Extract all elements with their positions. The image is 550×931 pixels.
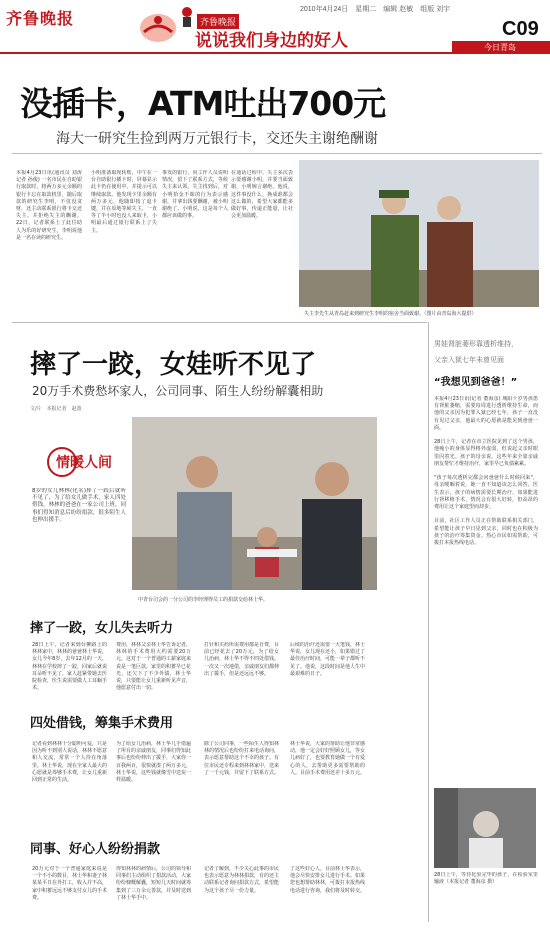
sub3-col1: 20万元对于一个普通家庭来说是一个不小的数目，林士华和妻子林某某平日在外打工，收入并不高，家中积蓄远远不够支付女儿的手术费。: [32, 866, 107, 901]
story1-deck: 海大一研究生捡到两万元银行卡，交还失主谢绝酬谢: [56, 131, 378, 147]
two-men-photo: [299, 160, 539, 307]
story1-headline: 没插卡，ATM吐出700元: [20, 84, 386, 123]
story1-photo: [299, 160, 539, 307]
divider: [12, 153, 542, 154]
story2-photo-caption: 中青台司会的一分公司的李经理得员工的捐款交给林士华。: [138, 597, 269, 603]
divider: [12, 322, 427, 323]
sub3-col4: 了这些好心人，目前林士华表示，他会尽快安排女儿进行手术。如果您也想帮助林林，可拨打本报热线电话进行咨询，我们将及时转交。: [290, 866, 365, 894]
subhead-1: 摔了一跤，女儿失去听力: [30, 621, 174, 636]
story1-col4: 在通话过程中，失主多次表示要感谢小明，并要当面致谢，小明婉言谢绝。他说，这件事没什么，换成谁都会这么做的，希望大家都能多做好事，传递正能量，让社会更加温暖。: [231, 170, 293, 220]
story2-byline: 文/片 本报记者 赵波: [30, 406, 82, 412]
column-badge: 齐鲁晚报: [197, 14, 239, 29]
paper-logo: 齐鲁晚报: [6, 9, 75, 28]
sidebar-kicker-1: 男娃肾脏萎形靠透析维持，: [434, 340, 518, 348]
masthead: [0, 0, 550, 52]
sub2-col3: 除了公司同事，一些陌生人得知林林的情况后也纷纷打来电话询问，表示愿意帮助这个不幸的孩子。有位市民还专程来到林林家中，送来了一千元钱，并留下了联系方式。: [204, 741, 279, 776]
sub3-col3: 记者了解到，不少关心此事的市民也表示愿意为林林捐款，有的还主动联系记者询问捐款方式，希望能为这个孩子尽一份力量。: [204, 866, 279, 894]
column-title: 说说我们身边的好人: [195, 31, 348, 51]
section-label: 今日青岛: [484, 43, 516, 52]
story2-deck: 20万手术费愁坏家人，公司同事、陌生人纷纷解囊相助: [32, 384, 324, 398]
sub1-col1: 28日上午，记者来到台柳路上的林林家中，林林的爸爸林士华说，女儿今年8岁，去年12月的一天，林林在学校摔了一跤，回家后就说耳朵听不见了，家人赶紧带她去医院检查，医生说需要做人工耳蜗手术。: [32, 642, 107, 692]
story2-photo: [132, 417, 377, 590]
story2-intro: 8岁的女儿林林(化名)摔了一跤后就听不见了，为了给女儿做手术，家人四处借钱，林林的爸爸在一家公司上班，同事们得知消息后纷纷捐款，很多陌生人也伸出援手。: [32, 488, 126, 523]
sidebar-divider: [428, 322, 429, 922]
story1-col1: 本报4月23日讯(通讯员 刘涛 记者 孙俊) 一名市民在自助银行取款时，将两万多元余额的银行卡忘在取款机里，随后取款的研究生李明，不仅没贪财，还主动联系银行将卡交还失主。并拒绝失主的酬谢。22日，记者联系上了此位助人为乐的好研究生，李明说他是一名在读的研究生。: [16, 170, 82, 241]
sidebar-kicker-2: 父亲入狱七年未曾见面: [434, 356, 504, 364]
story2-headline: 摔了一跤，女娃听不见了: [30, 350, 317, 380]
warm-stamp-text: 情暖人间: [56, 455, 112, 471]
dateline: 2010年4月24日 星期二 编辑 赵敏 组版 刘宇: [300, 6, 451, 13]
page-number: C09: [502, 18, 539, 40]
subhead-3: 同事、好心人纷纷捐款: [30, 842, 161, 857]
sub1-col4: 后续的治疗还需要一大笔钱，林士华说，女儿现在还小，如果错过了最佳治疗时间，可能一辈子都听不见了。他说，这段时间是他人生中最艰难的日子。: [290, 642, 365, 677]
mascot-icon: [180, 6, 194, 28]
sidebar-photo: [434, 788, 536, 868]
sub1-col2: 费用，林林父亲林士华告诉记者，林林的手术费用大约需要20万元，这对于一个普通的工薪家庭来说是一笔巨款。家里的积蓄早已花光，还欠下了不少外债，林士华说，只要能让女儿重新听见声音，他愿意付出一切。: [116, 642, 191, 692]
story1-col2: 小明准备取现转账，中午在一台自助银行插卡时，屏幕显示此卡仍在使用中，并提示可以继续取款。他发现卡里余额有两万多元，他随即按了退卡键，并在原地等候失主，一直等了半小时也没人来取卡，小明最后通过银行联系上了失主。: [91, 170, 157, 234]
hands-icon: [138, 10, 178, 46]
child-photo: [434, 788, 536, 868]
sub2-col1: 记者看到林林十分聪明可爱，只是因为听不到别人说话，林林不愿意和人交流，常常一个人待在角落里。林士华说，现在全家人最大的心愿就是筹够手术费，让女儿重新回到正常的生活。: [32, 741, 107, 784]
sub2-col4: 林士华说，大家的帮助让他非常感动，他一定会好好照顾女儿，等女儿病好了，也要教育她做一个有爱心的人，去帮助更多需要帮助的人。目前手术费用还差十多万元。: [290, 741, 365, 776]
sidebar-body: 本报4月23日讯(记者 董海彦) 城阳十岁男孩患有肾脏萎缩，需要每周进行透析维持生命，而他的父亲因为犯罪入狱已经七年，孩子一直没有见过父亲，他最大的心愿就是能见到爸爸一面。 28日上午，记者在市立医院见到了这个男孩，他瘦小的身体显得格外虚弱，但说起父亲时眼里闪着光。孩子的母亲说，这些年来全靠亲戚朋友帮忙才维持治疗，家里早已负债累累。 "孩子每次透析完都会问爸爸什么时候回来"，母亲哽咽着说，她一直不知道该怎么回答。医生表示，孩子的病情需要长期治疗，如果能进行肾移植手术，情况会有很大好转，但高昂的费用让这个家庭望而却步。 目前，社区工作人员正在帮助联系相关部门，希望能让孩子早日见到父亲，同时也在积极为孩子的治疗筹集资金。热心市民如需帮助，可拨打本报热线电话。: [434, 396, 538, 547]
sub1-col3: 打针和买药所需费用都是自费，目前已经花去了20万元，为了给女儿治病，林士华不得不四处借钱。一次又一次地借，亲戚朋友们都伸出了援手，但是还远远不够。: [204, 642, 279, 677]
sidebar-quote: “我想见到爸爸！”: [434, 377, 518, 388]
sub2-col2: 为了给女儿治病，林士华几乎借遍了所有的亲戚朋友，同事们得知此事后也纷纷伸出了援手，大家你一百我两百，很快就凑了两万多元，林士华说，这些钱就像雪中送炭一样温暖。: [116, 741, 191, 784]
donation-photo: [132, 417, 377, 590]
story1-col3: 事发的银行，向工作人员说明情况，留下了联系方式，等候失主来认领。失主找到后，对小明拾金不昧的行为表示感谢，并拿出钱要酬谢，被小明谢绝了。小明说，这是每个人都应该做的事。: [162, 170, 228, 220]
subhead-2: 四处借钱，筹集手术费用: [30, 716, 174, 731]
sidebar-photo-caption: 28日上午，等待化验完毕的孩子，在检验室里输液（本报记者 董海彦 摄）: [434, 872, 538, 886]
story1-photo-caption: 失主李先生从青岛赶来到研究生李明的宿舍当面致谢。（图片由青岛海大提供）: [304, 311, 477, 317]
masthead-rule: [0, 52, 550, 54]
sub3-col2: 得知林林的病情后，公司的领导和同事们主动组织了捐款活动，大家纷纷慷慨解囊，短短几天时间就筹集到了三万余元善款，并及时送到了林士华手中。: [116, 866, 191, 901]
